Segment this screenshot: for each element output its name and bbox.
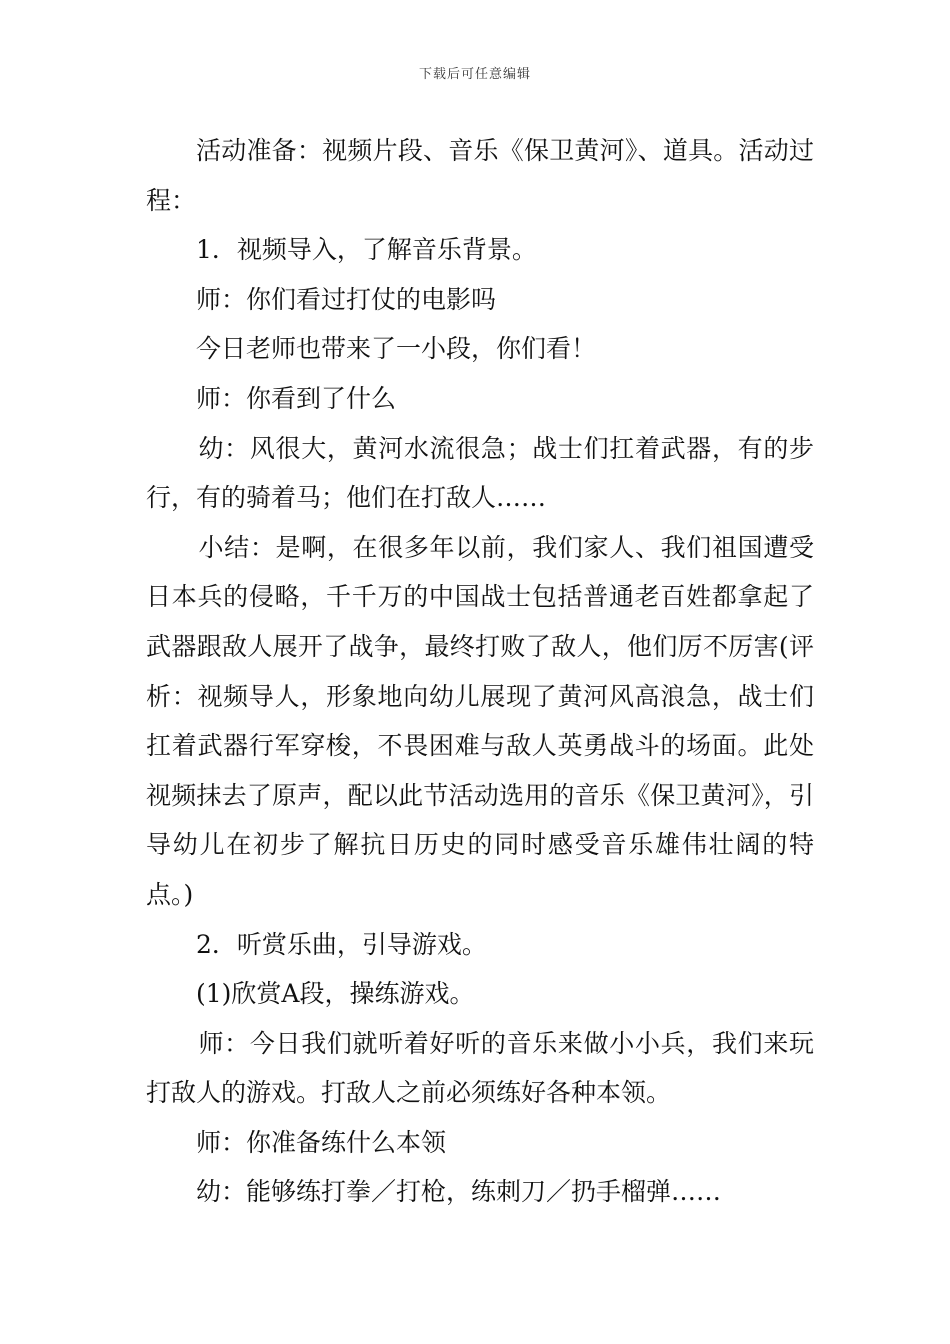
paragraph-teacher-question-2: 师：你看到了什么	[196, 383, 397, 413]
paragraph-teacher-question-1: 师：你们看过打仗的电影吗	[196, 284, 497, 314]
paragraph-summary: 小结：是啊，在很多年以前，我们家人、我们祖国遭受日本兵的侵略，千千万的中国战士包括普通老百姓都拿起了武器跟敌人展开了战争，最终打败了敌人，他们厉不厉害(评析：视频导人，形象地向幼儿展现了黄河风高浪急，战士们扛着武器行军穿梭，不畏困难与敌人英勇战斗的场面。此处视频抹去了原声，配以此节活动选用的音乐《保卫黄河》，引导幼儿在初步了解抗日历史的同时感受音乐雄伟壮阔的特点。)	[146, 532, 814, 909]
paragraph-child-answer-1: 幼：风很大，黄河水流很急；战士们扛着武器，有的步行，有的骑着马；他们在打敌人……	[146, 433, 814, 513]
paragraph-teacher-game-intro: 师：今日我们就听着好听的音乐来做小小兵，我们来玩打敌人的游戏。打敌人之前必须练好各种本领。	[146, 1028, 814, 1108]
paragraph-step-2-1: (1)欣赏A段，操练游戏。	[196, 979, 475, 1009]
paragraph-activity-preparation: 活动准备：视频片段、音乐《保卫黄河》、道具。活动过程：	[146, 136, 814, 215]
paragraph-child-answer-2: 幼：能够练打拳／打枪，练刺刀／扔手榴弹……	[196, 1177, 722, 1207]
paragraph-step-1: 1．视频导入，了解音乐背景。	[196, 235, 537, 265]
paragraph-step-2: 2．听赏乐曲，引导游戏。	[196, 929, 487, 959]
paragraph-teacher-intro-video: 今日老师也带来了一小段，你们看！	[196, 334, 597, 364]
page-header: 下载后可任意编辑	[418, 67, 531, 82]
paragraph-teacher-question-3: 师：你准备练什么本领	[196, 1127, 447, 1157]
document-body	[146, 126, 814, 1217]
